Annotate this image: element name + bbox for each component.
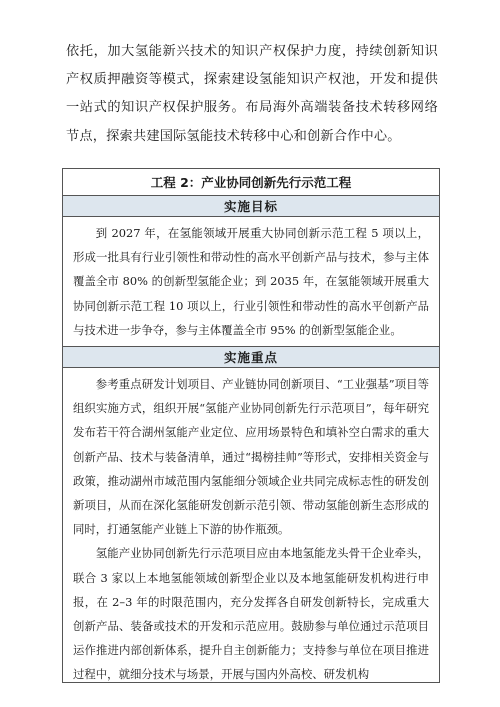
goals-paragraph: 到 2027 年，在氢能领域开展重大协同创新示范工程 5 项以上，形成一批具有行业引领性和带动性的高水平创新产品与技术，参与主体覆盖全市 80% 的创新型氢能企业；到 2035 年，在氢能领域开展重大协同创新示范工程 10 项以上，行业引领性和带动性的高水平创新产品与技术进一步争夺，参与主体覆盖全市 95% 的创新型氢能企业。 bbox=[73, 226, 429, 337]
project-box bbox=[62, 168, 440, 683]
intro-paragraph: 依托，加大氢能新兴技术的知识产权保护力度，持续创新知识产权质押融资等模式，探索建设氢能知识产权池，开发和提供一站式的知识产权保护服务。布局海外高端装备技术转移网络节点，探索共建国际氢能技术转移中心和创新合作中心。 bbox=[66, 44, 438, 144]
project-title: 工程 2：产业协同创新先行示范工程 bbox=[63, 169, 439, 196]
focus-paragraph-1: 参考重点研发计划项目、产业链协同创新项目、“工业强基”项目等组织实施方式，组织开展“氢能产业协同创新先行示范项目”，每年研究发布若干符合湖州氢能产业定位、应用场景特色和填补空白需求的重大创新产品、技术与装备清单，通过“揭榜挂帅”等形式，安排相关资金与政策，推动湖州市域范围内氢能细分领域企业共同完成标志性的研发创新项目，从而在深化氢能研发创新示范引领、带动氢能创新生态形成的同时，打通氢能产业链上下游的协作瓶颈。 bbox=[73, 377, 429, 537]
section-body-focus bbox=[63, 368, 439, 691]
focus-paragraph-2: 氢能产业协同创新先行示范项目应由本地氢能龙头骨干企业牵头，联合 3 家以上本地氢能领域创新型企业以及本地氢能研发机构进行申报，在 2–3 年的时限范围内，充分发挥各自研发创新特长，完成重大创新产品、装备或技术的开发和示范应用。鼓励参与单位通过示范项目运作推进内部创新体系，提升自主创新能力；支持参与单位在项目推进过程中，就细分技术与场景，开展与国内外高校、研发机构 bbox=[73, 546, 429, 682]
section-heading-focus: 实施重点 bbox=[63, 347, 439, 368]
section-heading-goals: 实施目标 bbox=[63, 196, 439, 217]
section-body-goals bbox=[63, 217, 439, 347]
intro-text-block bbox=[66, 38, 438, 151]
